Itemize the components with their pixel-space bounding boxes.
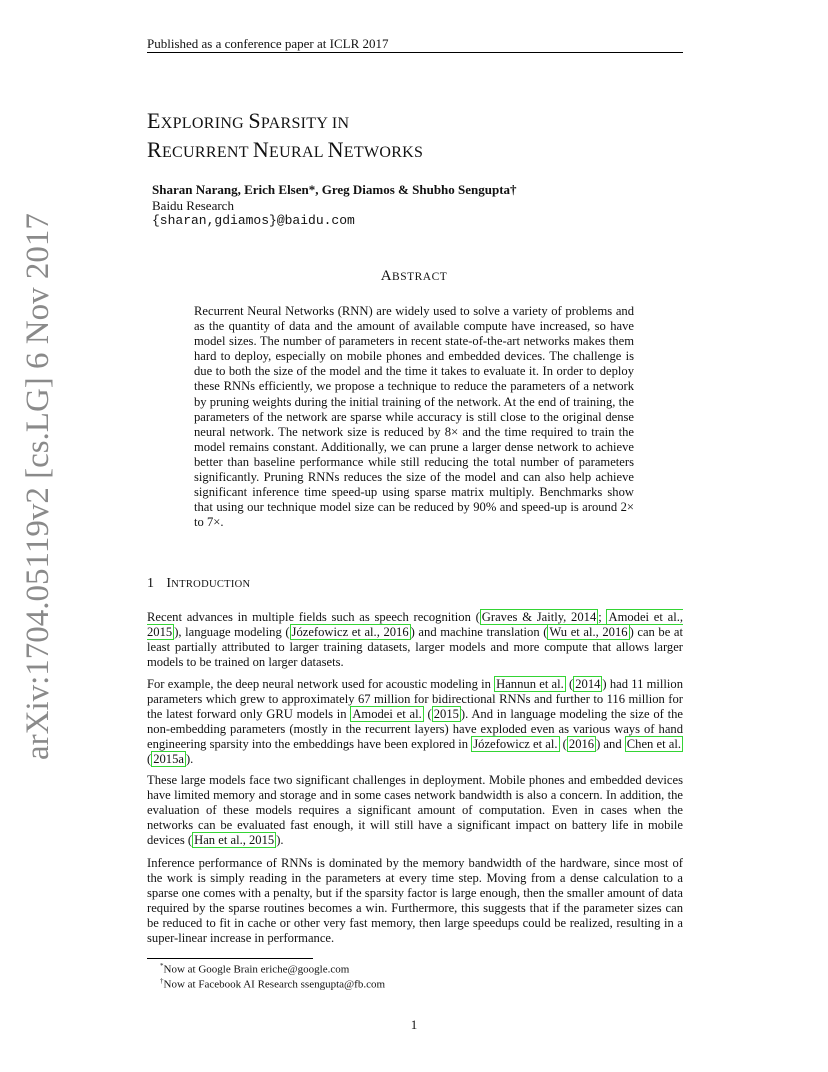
page-number: 1 — [410, 1017, 418, 1032]
title-line-1: EXPLORING SPARSITY IN — [147, 108, 350, 133]
intro-paragraph-2: For example, the deep neural network used for acoustic modeling in Hannun et al. ( 2014 ) had 11 million parameters which grew to approximately 67 million for bidirectional RNNs and further to 116 million for the latest forward only GRU models in Amodei et al. ( 2015 ). And in language modeling the size of the non-embedding parameters (mostly in the recurrent layers) have exploded even as various ways of hand engineering sparsity into the embeddings have been explored in Józefowicz et al. ( 2016 ) and Chen et al. ( 2015a ). — [147, 677, 684, 767]
citation-link[interactable]: 2015 — [433, 707, 459, 722]
intro-paragraph-1: Recent advances in multiple fields such as speech recognition ( Graves & Jaitly, 2014 ; Amodei et al., 2015 ), language modeling ( Józefowicz et al., 2016 ) and machine translation ( Wu et al., 2016 ) can be at least partially attributed to larger training datasets, larger models and more compute that allows larger models to be trained on larger datasets. — [147, 610, 683, 670]
paper-title — [147, 108, 423, 166]
abstract-heading: ABSTRACT — [380, 268, 448, 284]
citation-link[interactable]: Wu et al., 2016 — [549, 625, 628, 640]
citation-link[interactable]: 2015a — [153, 752, 184, 767]
citation-link[interactable]: 2016 — [568, 737, 595, 752]
arxiv-stamp: arXiv:1704.05119v2 [cs.LG] 6 Nov 2017 — [20, 213, 56, 760]
citation-link[interactable]: Amodei et al., 2015 — [147, 610, 683, 640]
footnote-2: †Now at Facebook AI Research ssengupta@fb.com — [160, 977, 386, 991]
affiliation: Baidu Research — [152, 198, 234, 213]
citation-link[interactable]: Józefowicz et al., 2016 — [291, 625, 409, 640]
citation-link[interactable]: Józefowicz et al. — [473, 737, 558, 752]
citation-link[interactable]: 2014 — [575, 677, 601, 691]
citation-link[interactable]: Amodei et al. — [352, 707, 422, 722]
authors: Sharan Narang, Erich Elsen*, Greg Diamos & Shubho Sengupta† — [152, 182, 517, 197]
running-head: Published as a conference paper at ICLR 2017 — [147, 36, 389, 51]
citation-link[interactable]: Graves & Jaitly, 2014 — [481, 610, 597, 624]
abstract-text: Recurrent Neural Networks (RNN) are widely used to solve a variety of problems and as the quantity of data and the amount of available compute have increased, so have model sizes. The number of parameters in recent state-of-the-art networks makes them hard to deploy, especially on mobile phones and embedded devices. The challenge is due to both the size of the model and the time it takes to evaluate it. In order to deploy these RNNs efficiently, we propose a technique to reduce the parameters of a network by pruning weights during the initial training of the network. At the end of training, the parameters of the network are sparse while accuracy is still close to the original dense neural network. The network size is reduced by 8× and the time required to train the model remains constant. Additionally, we can prune a larger dense network to achieve better than baseline performance while still reducing the total number of parameters significantly. Pruning RNNs reduces the size of the model and can also help achieve significant inference time speed-up using sparse matrix multiply. Benchmarks show that using our technique model size can be reduced by 90% and speed-up is around 2× to 7×. — [194, 304, 634, 530]
intro-paragraph-3: These large models face two significant challenges in deployment. Mobile phones and embedded devices have limited memory and storage and in some cases network bandwidth is also a concern. In addition, the evaluation of these models requires a significant amount of computation. Even in cases when the networks can be evaluated fast enough, it will still have a significant impact on battery life in mobile devices ( Han et al., 2015 ). — [147, 773, 683, 848]
citation-link[interactable]: Chen et al. — [626, 737, 681, 752]
citation-link[interactable]: Hannun et al. — [496, 677, 564, 691]
section-heading-introduction: 1 INTRODUCTION — [147, 576, 251, 591]
title-line-2: RECURRENT NEURAL NETWORKS — [147, 137, 424, 162]
intro-paragraph-4: Inference performance of RNNs is dominated by the memory bandwidth of the hardware, since most of the work is simply reading in the parameters at every time step. Moving from a dense calculation to a sparse one comes with a penalty, but if the sparsity factor is large enough, then the smaller amount of data required by the sparse routines becomes a win. Furthermore, this suggests that if the parameter sizes can be reduced to fit in cache or other very fast memory, then large speedups could be realized, resulting in a super-linear increase in performance. — [147, 856, 683, 946]
header-rule — [147, 52, 683, 53]
author-email: {sharan,gdiamos}@baidu.com — [152, 213, 355, 228]
citation-link[interactable]: Han et al., 2015 — [194, 833, 275, 848]
footnote-rule — [147, 958, 313, 959]
footnote-1: *Now at Google Brain eriche@google.com — [160, 962, 350, 976]
